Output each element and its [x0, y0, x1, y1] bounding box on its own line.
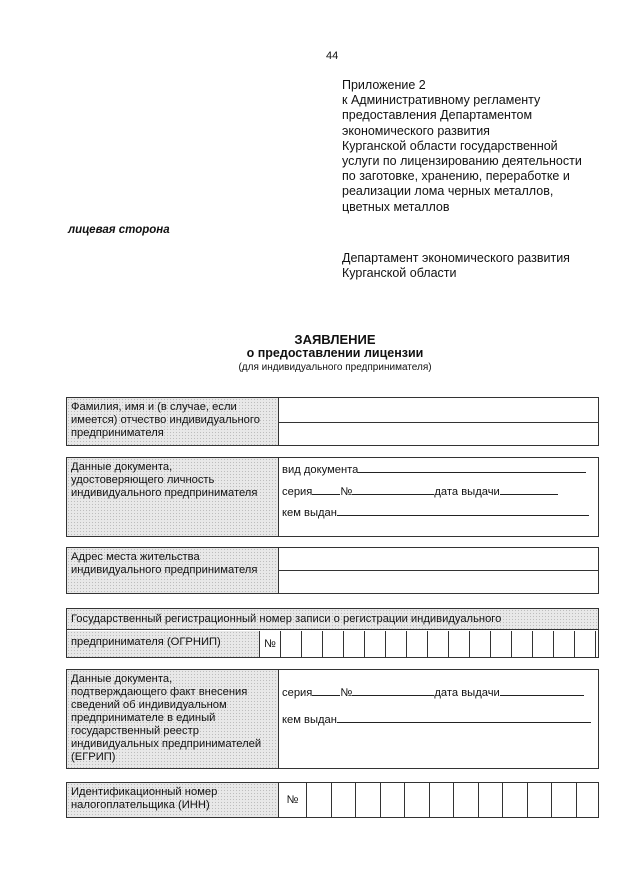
- addressee-line: Курганской области: [342, 266, 457, 280]
- appendix-line: Приложение 2: [342, 78, 426, 92]
- ogrnip-label: предпринимателя (ОГРНИП): [67, 631, 259, 657]
- name-label: [67, 398, 279, 445]
- label-line: предпринимателя: [71, 427, 164, 439]
- appendix-line: по заготовке, хранению, переработке и: [342, 169, 570, 184]
- issued-by-label: кем выдан: [282, 714, 337, 726]
- doc-type-label: вид документа: [282, 464, 359, 476]
- digit-cell[interactable]: [406, 631, 427, 657]
- digit-cell[interactable]: [448, 631, 469, 657]
- document-subtitle-note: (для индивидуального предпринимателя): [238, 362, 432, 373]
- digit-cell[interactable]: [429, 783, 454, 817]
- ogrnip-section: [66, 608, 599, 658]
- digit-cell[interactable]: [553, 631, 574, 657]
- egrip-section: [66, 669, 599, 769]
- label-line: Идентификационный номер: [71, 786, 218, 798]
- label-line: Данные документа,: [71, 461, 173, 473]
- address-input-area[interactable]: [279, 548, 598, 593]
- page-number: 44: [326, 50, 339, 62]
- inn-number-sign: №: [286, 794, 299, 806]
- label-line: индивидуального предпринимателя: [71, 487, 258, 499]
- series-label: серия: [282, 486, 313, 498]
- series-number-date-field[interactable]: [282, 485, 558, 498]
- egrip-label: [67, 670, 279, 768]
- digit-cell[interactable]: [532, 631, 553, 657]
- digit-cell[interactable]: [306, 783, 331, 817]
- label-line: Адрес места жительства: [71, 551, 200, 563]
- addressee-line: Департамент экономического развития: [342, 251, 570, 265]
- digit-cell[interactable]: [502, 783, 527, 817]
- digit-cell[interactable]: [574, 631, 595, 657]
- appendix-line: реализации лома черных металлов,: [342, 184, 554, 199]
- label-line: предпринимателе в единый: [71, 712, 216, 724]
- label-line: Фамилия, имя и (в случае, если: [71, 401, 237, 413]
- label-line: Данные документа,: [71, 673, 173, 685]
- digit-cell[interactable]: [427, 631, 448, 657]
- label-line: подтверждающего факт внесения: [71, 686, 248, 698]
- appendix-line: экономического развития: [342, 123, 490, 138]
- issued-by-field[interactable]: [282, 506, 589, 519]
- digit-cell[interactable]: [511, 631, 532, 657]
- digit-cell[interactable]: [280, 631, 301, 657]
- ogrnip-cells[interactable]: [259, 631, 618, 657]
- digit-cell[interactable]: [343, 631, 364, 657]
- digit-cell[interactable]: [322, 631, 343, 657]
- digit-cell[interactable]: [453, 783, 478, 817]
- number-label: №: [340, 486, 353, 498]
- inn-cells[interactable]: [279, 783, 600, 817]
- digit-cell[interactable]: [331, 783, 356, 817]
- appendix-line: к Административному регламенту: [342, 93, 541, 108]
- name-input-area[interactable]: [279, 398, 598, 445]
- digit-cell[interactable]: [551, 783, 576, 817]
- inn-label: [67, 783, 279, 817]
- digit-cell[interactable]: [595, 631, 618, 657]
- appendix-line: Курганской области государственной: [342, 138, 558, 153]
- document-title: ЗАЯВЛЕНИЕ: [294, 332, 376, 347]
- digit-cell[interactable]: [490, 631, 511, 657]
- label-line: индивидуального предпринимателя: [71, 564, 258, 576]
- addressee: [342, 251, 570, 281]
- digit-cell[interactable]: [469, 631, 490, 657]
- name-field-line: [279, 422, 598, 423]
- label-line: удостоверяющего личность: [71, 474, 215, 486]
- digit-cell[interactable]: [478, 783, 503, 817]
- appendix-note: [342, 78, 622, 215]
- appendix-line: предоставления Департаментом: [342, 108, 533, 123]
- address-label: [67, 548, 279, 593]
- label-line: (ЕГРИП): [71, 751, 116, 763]
- label-line: сведений об индивидуальном: [71, 699, 227, 711]
- identity-label: [67, 458, 279, 536]
- digit-cell[interactable]: [404, 783, 429, 817]
- issued-by-label: кем выдан: [282, 507, 337, 519]
- series-label: серия: [282, 687, 313, 699]
- doc-type-field[interactable]: [282, 463, 586, 476]
- number-label: №: [340, 687, 353, 699]
- appendix-line: услуги по лицензированию деятельности: [342, 154, 582, 169]
- label-line: имеется) отчество индивидуального: [71, 414, 260, 426]
- digit-cell[interactable]: [380, 783, 405, 817]
- ogrnip-number-sign: №: [259, 631, 280, 657]
- name-section: [66, 397, 599, 446]
- address-section: [66, 547, 599, 594]
- digit-cell[interactable]: [527, 783, 552, 817]
- face-side-label: лицевая сторона: [68, 224, 170, 236]
- identity-section: [66, 457, 599, 537]
- address-field-line: [279, 570, 598, 571]
- egrip-series-number-date-field[interactable]: [282, 686, 584, 699]
- label-line: государственный реестр: [71, 725, 199, 737]
- appendix-line: цветных металлов: [342, 199, 450, 214]
- egrip-issued-by-field[interactable]: [282, 713, 591, 726]
- issue-date-label: дата выдачи: [434, 486, 500, 498]
- label-line: налогоплательщика (ИНН): [71, 799, 210, 811]
- digit-cell[interactable]: [355, 783, 380, 817]
- issue-date-label: дата выдачи: [434, 687, 500, 699]
- digit-cell[interactable]: [364, 631, 385, 657]
- label-line: индивидуальных предпринимателей: [71, 738, 262, 750]
- digit-cell[interactable]: [576, 783, 601, 817]
- inn-section: [66, 782, 599, 818]
- document-subtitle: о предоставлении лицензии: [246, 346, 424, 360]
- ogrnip-title: Государственный регистрационный номер записи о регистрации индивидуального: [67, 609, 598, 630]
- digit-cell[interactable]: [385, 631, 406, 657]
- digit-cell[interactable]: [301, 631, 322, 657]
